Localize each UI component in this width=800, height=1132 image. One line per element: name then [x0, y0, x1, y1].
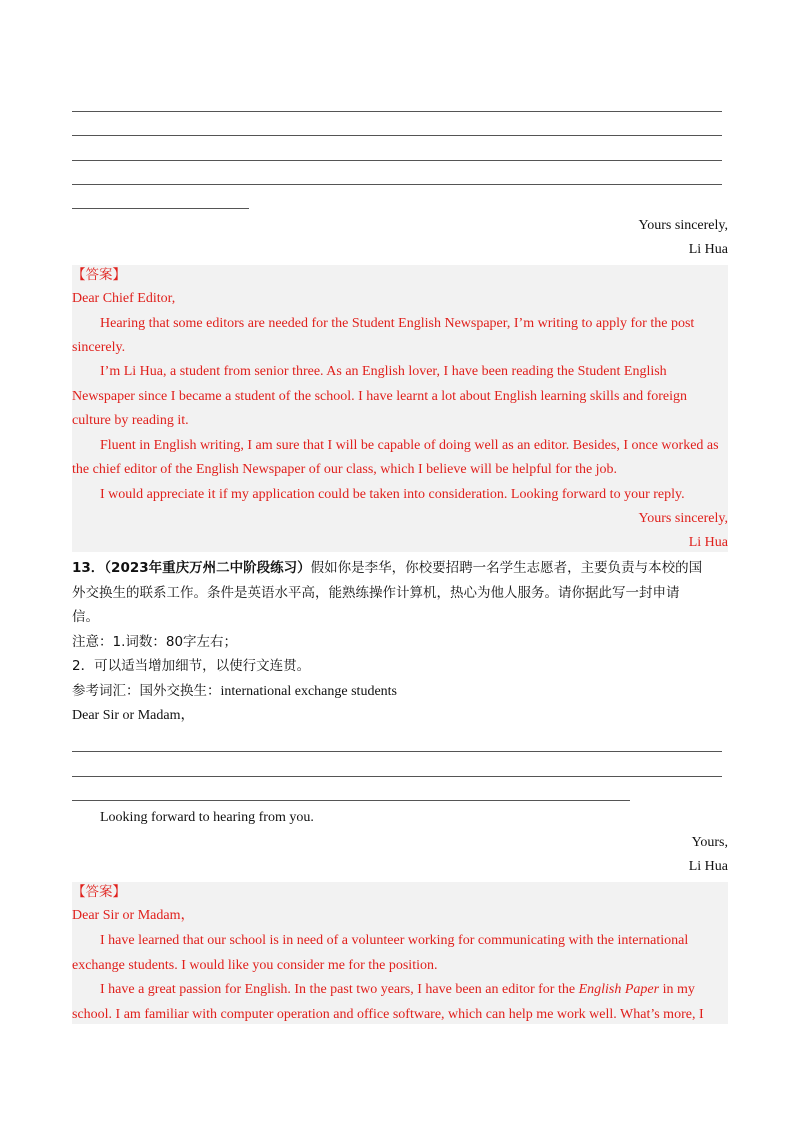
answer-line: school. I am familiar with computer operation and office software, which can help me work well. What’s more, I	[72, 1007, 704, 1022]
writing-line-short	[72, 208, 249, 209]
answer-text: I have a great passion for English. In the past two years, I have been an editor for the	[100, 982, 579, 997]
sign-off: Yours sincerely,	[638, 218, 728, 233]
question-vocab	[72, 681, 397, 702]
letter-signature-name: Li Hua	[688, 859, 728, 874]
question-note: 注意：1.词数：80字左右；	[72, 634, 238, 650]
answer-salutation: Dear Chief Editor,	[72, 291, 176, 306]
answer-line: Hearing that some editors are needed for the Student English Newspaper, I’m writing to apply for the post	[100, 316, 695, 331]
question-13-heading	[72, 558, 702, 578]
letter-closing: Looking forward to hearing from you.	[100, 810, 314, 825]
answer-line: the chief editor of the English Newspaper of our class, which I believe will be helpful for the job.	[72, 462, 618, 477]
letter-salutation: Dear Sir or Madam，	[72, 708, 195, 723]
answer-tag: 【答案】	[72, 267, 126, 283]
answer-line: Fluent in English writing, I am sure that I will be capable of doing well as an editor. Besides, I once worked as	[100, 438, 719, 453]
writing-line	[72, 111, 722, 112]
signature-name: Li Hua	[688, 242, 728, 257]
writing-line	[72, 751, 722, 752]
answer-line: I have learned that our school is in need of a volunteer working for communicating with the international	[100, 933, 689, 948]
answer-text: in my	[659, 982, 695, 997]
writing-line	[72, 184, 722, 185]
question-prompt-line: 外交换生的联系工作。条件是英语水平高，能熟练操作计算机，热心为他人服务。请你据此写一封申请	[72, 585, 680, 601]
writing-line	[72, 776, 722, 777]
writing-line-short	[72, 800, 630, 801]
answer-italic-title: English Paper	[578, 982, 660, 997]
answer-sign-off: Yours sincerely,	[638, 511, 728, 526]
answer-signature-name: Li Hua	[688, 535, 728, 550]
question-prompt-line: 信。	[72, 609, 99, 625]
answer-tag: 【答案】	[72, 884, 126, 900]
question-source-open: （2023年	[104, 560, 163, 576]
answer-line	[100, 980, 695, 1000]
writing-line	[72, 135, 722, 136]
answer-line: I’m Li Hua, a student from senior three. As an English lover, I have been reading the Student English	[100, 364, 667, 379]
writing-line	[72, 160, 722, 161]
answer-line: culture by reading it.	[72, 413, 189, 428]
letter-sign-off: Yours,	[691, 835, 728, 850]
question-note: 2．可以适当增加细节，以使行文连贯。	[72, 658, 311, 674]
answer-block-2	[72, 882, 728, 1024]
vocab-label: 参考词汇：国外交换生：	[72, 683, 221, 699]
question-source-close: ）	[297, 560, 311, 576]
answer-line: exchange students. I would like you consider me for the position.	[72, 958, 438, 973]
answer-line: Newspaper since I became a student of the school. I have learnt a lot about English learning skills and foreign	[72, 389, 688, 404]
answer-line: I would appreciate it if my application could be taken into consideration. Looking forward to your reply.	[100, 487, 685, 502]
question-source: 重庆万州二中阶段练习	[162, 560, 298, 576]
question-prompt: 假如你是李华，你校要招聘一名学生志愿者，主要负责与本校的国	[310, 560, 703, 576]
question-number: 13．	[72, 560, 105, 576]
answer-salutation: Dear Sir or Madam，	[72, 908, 195, 923]
vocab-term: international exchange students	[220, 684, 397, 699]
answer-line: sincerely.	[72, 340, 126, 355]
